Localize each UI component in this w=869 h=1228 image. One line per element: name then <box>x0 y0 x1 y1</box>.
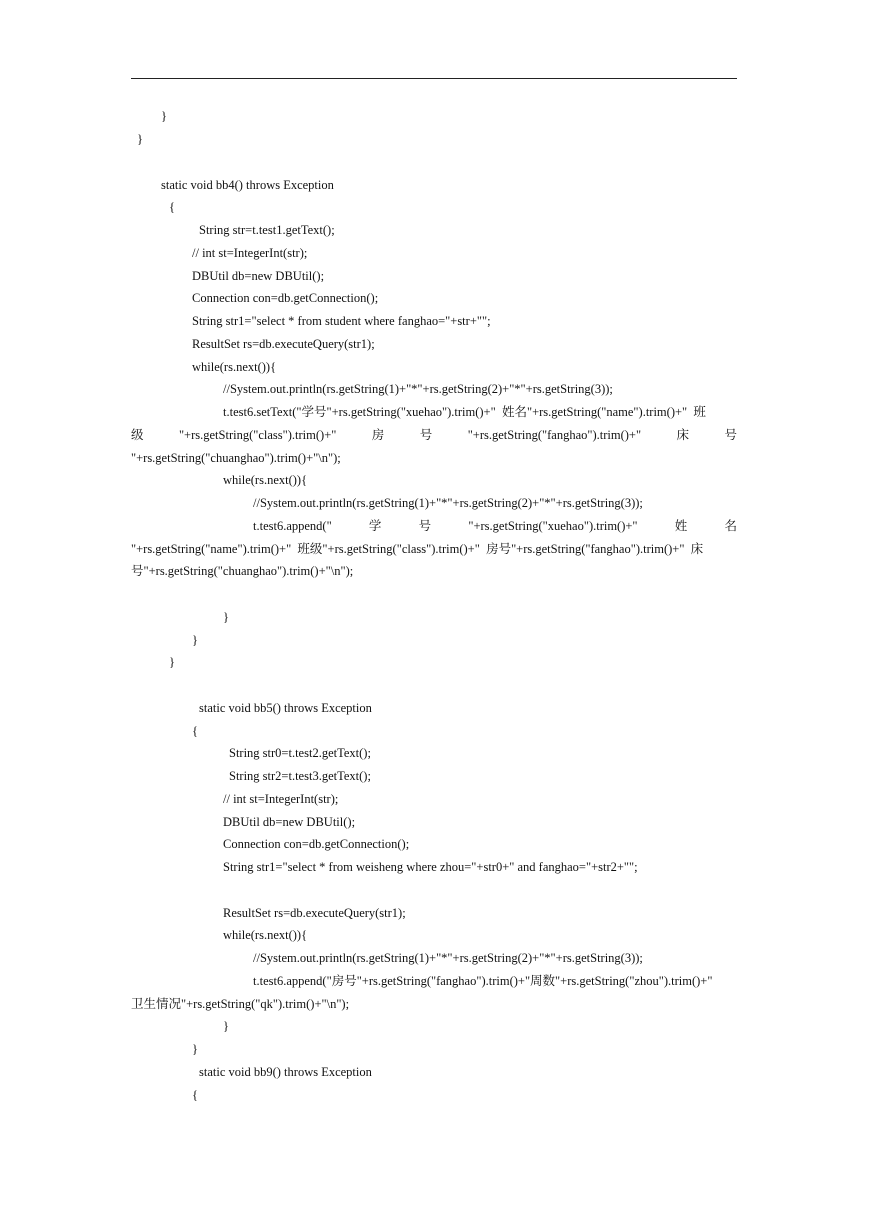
code-line: ResultSet rs=db.executeQuery(str1); <box>192 337 375 351</box>
code-fragment: t.test6.append(" <box>253 519 332 533</box>
code-line: } <box>223 610 229 624</box>
code-line: 卫生情况"+rs.getString("qk").trim()+"\n"); <box>131 997 350 1011</box>
code-fragment: "+rs.getString("fanghao").trim()+" <box>467 428 642 442</box>
code-fragment: 学 <box>368 519 382 533</box>
code-line: t.test6.append("房号"+rs.getString("fanghao").trim()+"周数"+rs.getString("zhou").trim()+" <box>253 974 713 988</box>
code-line: // int st=IntegerInt(str); <box>192 246 308 260</box>
code-line: // int st=IntegerInt(str); <box>223 792 339 806</box>
code-line: Connection con=db.getConnection(); <box>192 291 379 305</box>
code-line: String str0=t.test2.getText(); <box>229 746 371 760</box>
code-line: while(rs.next()){ <box>223 473 308 487</box>
code-line: static void bb9() throws Exception <box>199 1065 372 1079</box>
code-line: { <box>169 200 175 214</box>
code-line-justified <box>131 427 737 443</box>
code-fragment: 号 <box>724 428 737 442</box>
code-line: //System.out.println(rs.getString(1)+"*"+rs.getString(2)+"*"+rs.getString(3)); <box>223 382 613 396</box>
code-line: static void bb5() throws Exception <box>199 701 372 715</box>
code-fragment: 床 <box>676 428 690 442</box>
code-line: //System.out.println(rs.getString(1)+"*"+rs.getString(2)+"*"+rs.getString(3)); <box>253 496 643 510</box>
code-line: while(rs.next()){ <box>223 928 308 942</box>
code-line: while(rs.next()){ <box>192 360 277 374</box>
code-fragment: 级 <box>131 428 144 442</box>
code-fragment: "+rs.getString("class").trim()+" <box>178 428 337 442</box>
code-line: 号"+rs.getString("chuanghao").trim()+"\n"); <box>131 564 354 578</box>
code-line: String str2=t.test3.getText(); <box>229 769 371 783</box>
code-line: } <box>223 1019 229 1033</box>
header-rule <box>131 78 737 79</box>
code-line: //System.out.println(rs.getString(1)+"*"+rs.getString(2)+"*"+rs.getString(3)); <box>253 951 643 965</box>
code-line: String str=t.test1.getText(); <box>199 223 335 237</box>
code-fragment: "+rs.getString("xuehao").trim()+" <box>468 519 638 533</box>
code-line: } <box>161 109 167 123</box>
code-line: Connection con=db.getConnection(); <box>223 837 410 851</box>
code-line: } <box>169 655 175 669</box>
code-fragment: 名 <box>724 519 737 533</box>
code-line-justified <box>253 518 737 534</box>
code-line: "+rs.getString("name").trim()+" 班级"+rs.getString("class").trim()+" 房号"+rs.getString("fanghao").trim()+" 床 <box>131 542 704 556</box>
code-line: t.test6.setText("学号"+rs.getString("xuehao").trim()+" 姓名"+rs.getString("name").trim()+" 班 <box>223 405 706 419</box>
code-line: "+rs.getString("chuanghao").trim()+"\n"); <box>131 451 341 465</box>
code-line: { <box>192 724 198 738</box>
code-line: { <box>192 1088 198 1102</box>
code-line: } <box>192 1042 198 1056</box>
code-fragment: 姓 <box>674 519 688 533</box>
code-line: String str1="select * from student where fanghao="+str+""; <box>192 314 491 328</box>
code-line: String str1="select * from weisheng where zhou="+str0+" and fanghao="+str2+""; <box>223 860 638 874</box>
code-fragment: 房 <box>371 428 385 442</box>
code-line: } <box>192 633 198 647</box>
code-fragment: 号 <box>418 519 432 533</box>
code-line: ResultSet rs=db.executeQuery(str1); <box>223 906 406 920</box>
code-fragment: 号 <box>419 428 433 442</box>
code-line: DBUtil db=new DBUtil(); <box>192 269 325 283</box>
code-line: } <box>137 132 143 146</box>
code-line: static void bb4() throws Exception <box>161 178 334 192</box>
code-line: DBUtil db=new DBUtil(); <box>223 815 356 829</box>
